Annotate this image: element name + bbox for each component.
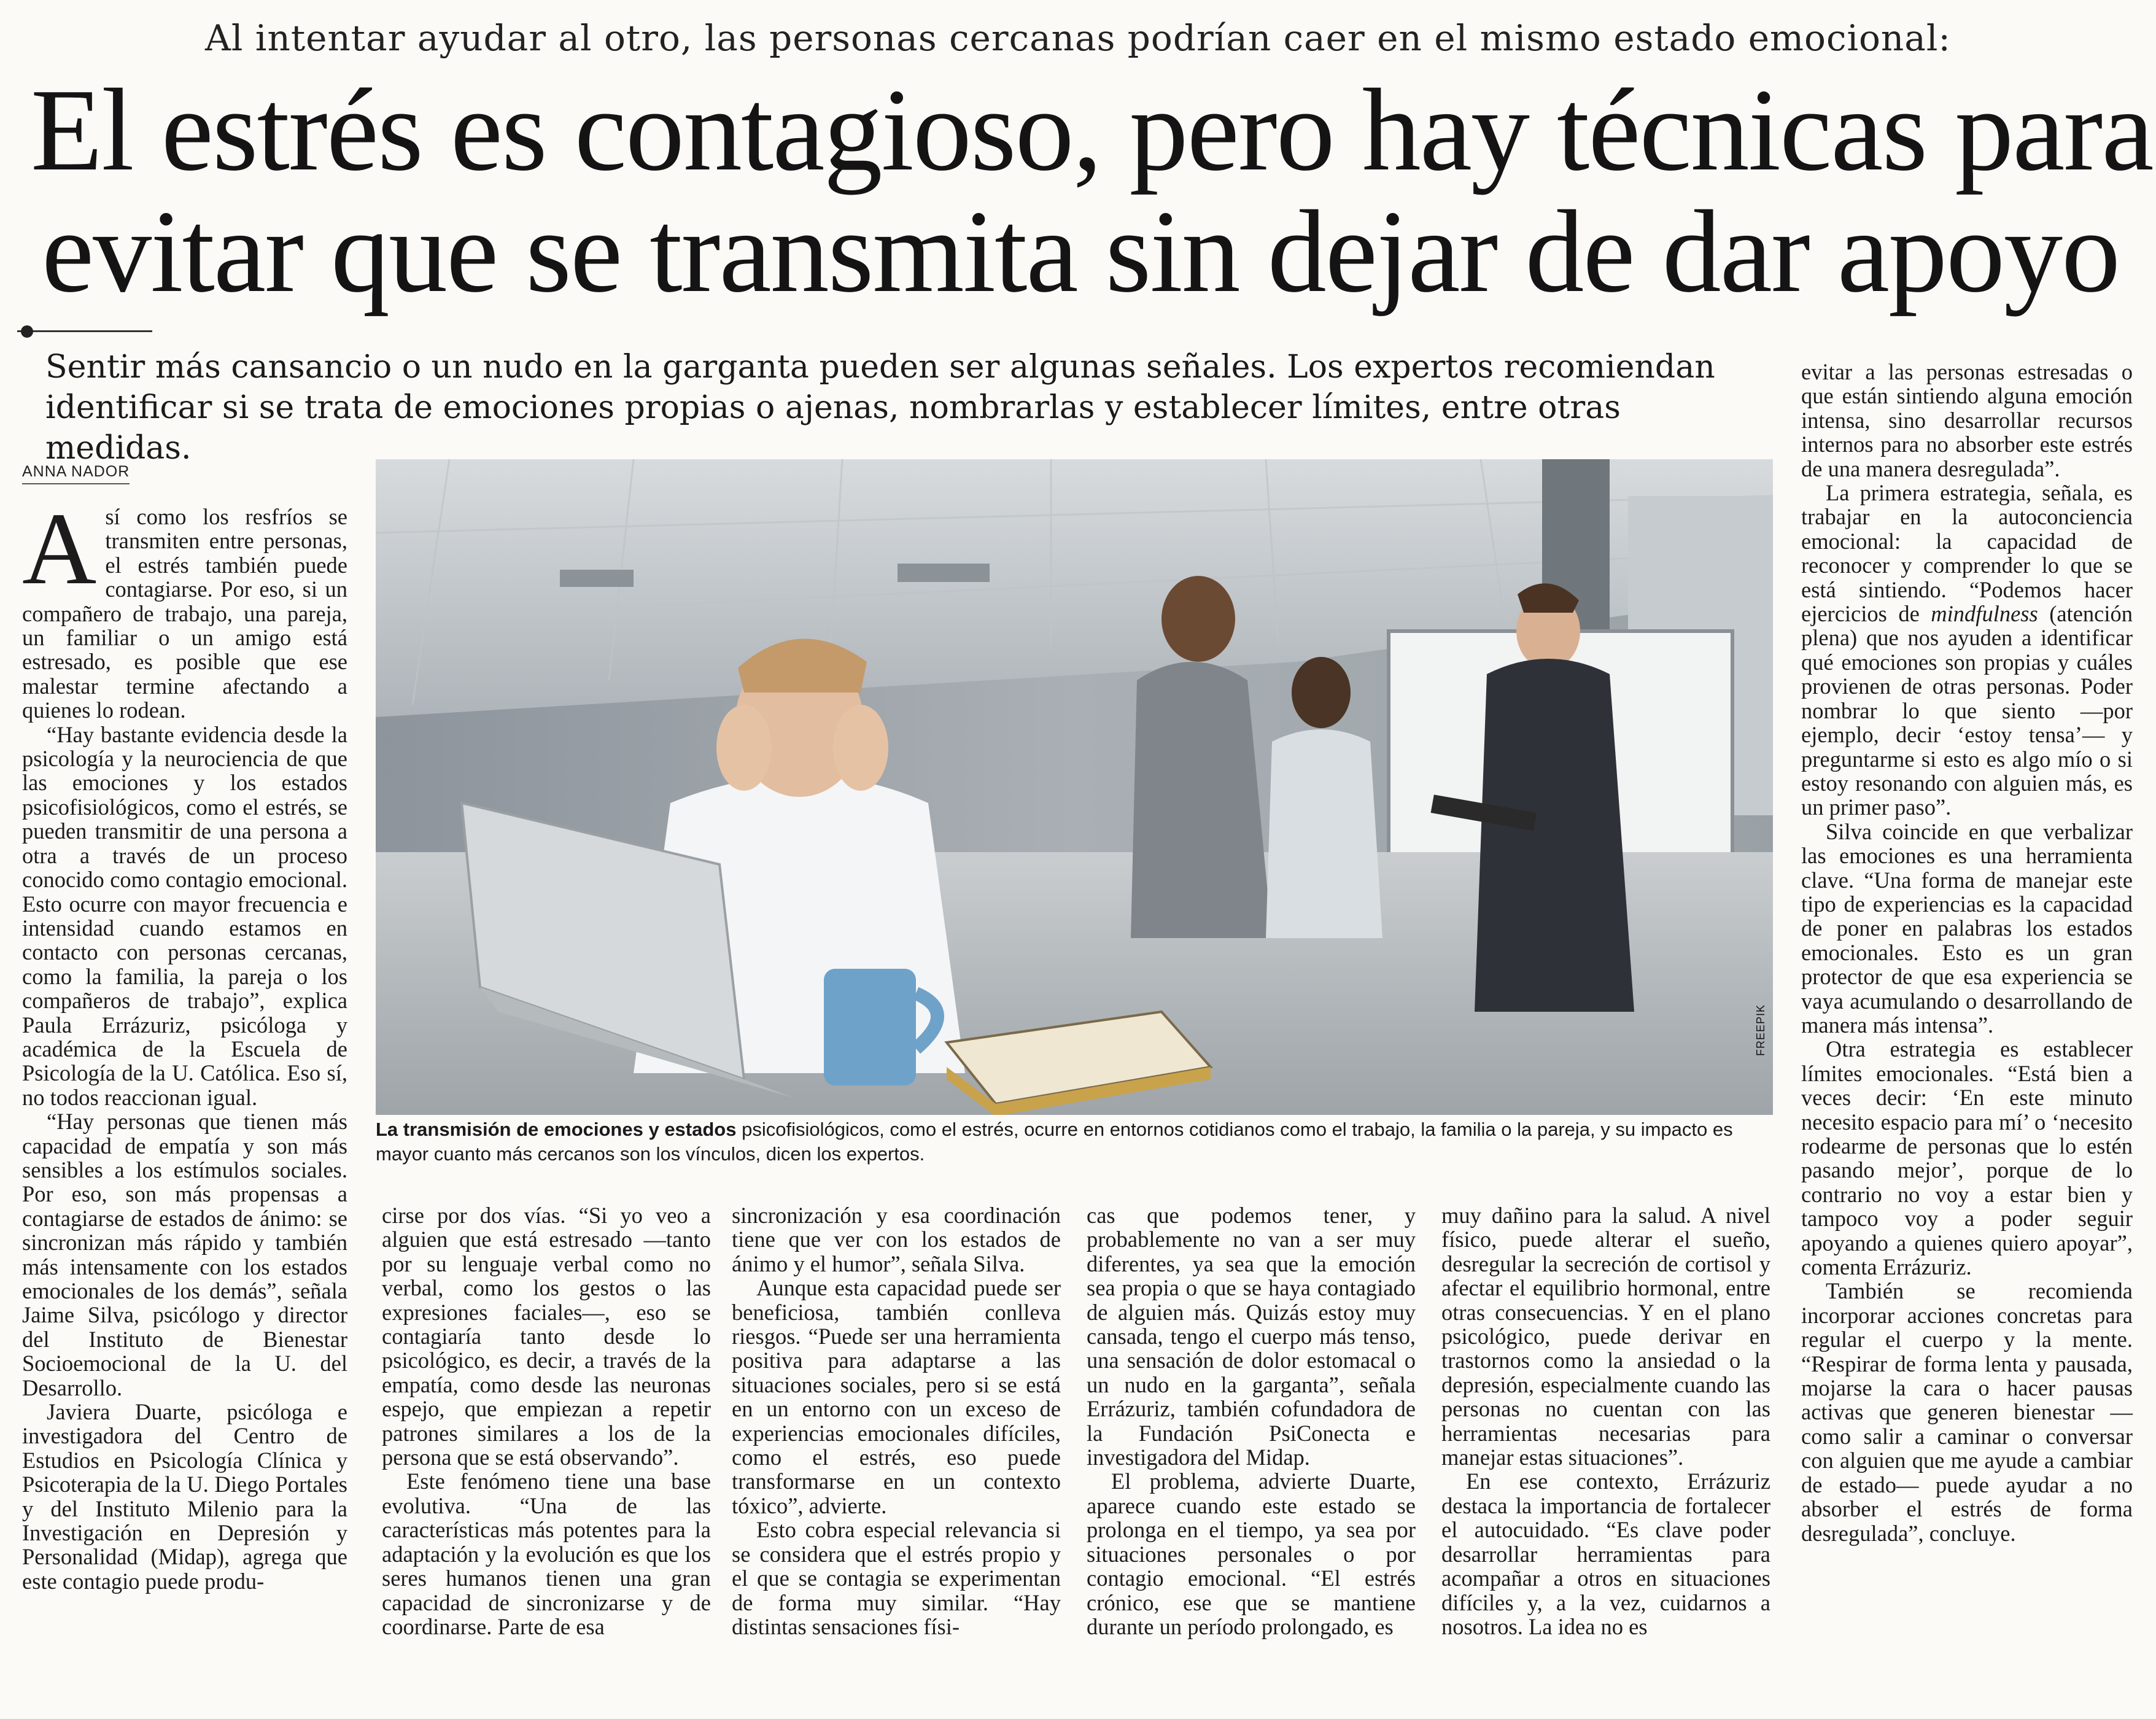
- article-paragraph: El problema, advierte Duarte, aparece cuando este estado se prolonga en el tiempo, ya sea por situaciones personales o por contagio emocional. “El estrés crónico, ese que se mantiene durante un período prolongado, es: [1087, 1469, 1416, 1639]
- kicker: Al intentar ayudar al otro, las personas cercanas podrían caer en el mismo estado emocional:: [205, 17, 1951, 59]
- section-rule: [17, 330, 152, 332]
- article-paragraph: Esto cobra especial relevancia si se considera que el estrés propio y el que se contagia se experimentan de forma muy similar. “Hay distintas sensaciones físi-: [732, 1517, 1061, 1639]
- article-paragraph: También se recomienda incorporar acciones concretas para regular el cuerpo y la mente. “Respirar de forma lenta y pausada, mojarse la cara o hacer pausas activas que generen bienestar —como salir a caminar o conversar con alguien que me ayude a cambiar de estado— puede ayudar a no absorber el estrés de forma desregulada”, concluye.: [1801, 1278, 2133, 1546]
- article-paragraph: sincronización y esa coordinación tiene que ver con los estados de ánimo y el humor”, señala Silva.: [732, 1203, 1061, 1276]
- caption-text: psicofisiológicos, como el estrés, ocurre en entornos cotidianos como el trabajo, la familia o la pareja, y su impacto es mayor cuanto más cercanos son los vínculos, dicen los expertos.: [376, 1119, 1733, 1165]
- article-paragraph: cas que podemos tener, y probablemente no van a ser muy diferentes, ya sea que la emoción sea propia o que se haya contagiado de alguien más. Quizás estoy muy cansada, tengo el cuerpo más tenso, una sensación de dolor estomacal o un nudo en la garganta”, señala Errázuriz, también cofundadora de la Fundación PsiConecta e investigadora del Midap.: [1087, 1203, 1416, 1470]
- article-column-6: [1801, 360, 2133, 1545]
- article-column-5: [1441, 1203, 1770, 1639]
- headline-line-1: El estrés es contagioso, pero hay técnicas para: [31, 64, 2153, 195]
- article-paragraph: “Hay personas que tienen más capacidad de empatía y son más sensibles a los estímulos sociales. Por eso, son más propensas a contagiarse de estados de ánimo: se sincronizan más rápido y también más intensamente con los estados emocionales de los demás”, señala Jaime Silva, psicólogo y director del Instituto de Bienestar Socioemocional de la U. del Desarrollo.: [22, 1109, 347, 1400]
- photo-caption: [376, 1117, 1773, 1166]
- article-paragraph: cirse por dos vías. “Si yo veo a alguien que está estresado —tanto por su lenguaje verbal como no verbal, como los gestos o las expresiones faciales—, eso se contagiaría tanto desde lo psicológico, es decir, a través de la empatía, como desde las neuronas espejo, que empiezan a repetir patrones similares a los de la persona que se está observando”.: [382, 1203, 711, 1470]
- article-photo: [376, 459, 1773, 1115]
- article-column-1: [22, 492, 347, 1594]
- article-paragraph: Otra estrategia es establecer límites emocionales. “Está bien a veces decir: ‘En este minuto necesito espacio para mí’ o ‘necesito rodearme de personas que lo estén pasando mejor’, porque de lo contrario no voy a estar bien y tampoco voy a poder seguir apoyando a quienes quiero apoyar”, comenta Errázuriz.: [1801, 1036, 2133, 1280]
- article-column-3: [732, 1203, 1061, 1639]
- photo-credit: FREEPIK: [1755, 1004, 1767, 1056]
- article-paragraph: Este fenómeno tiene una base evolutiva. “Una de las características más potentes para la adaptación y la evolución es que los seres humanos tienen una gran capacidad de sincronizarse y de coordinarse. Parte de esa: [382, 1469, 711, 1639]
- article-paragraph: evitar a las personas estresadas o que están sintiendo alguna emoción intensa, sino desarrollar recursos internos para no absorber este estrés de una manera desregulada”.: [1801, 359, 2133, 481]
- headline-line-2: evitar que se transmita sin dejar de dar apoyo: [41, 186, 2120, 317]
- article-column-2: [382, 1203, 711, 1639]
- rule-bullet: [21, 325, 33, 338]
- byline: ANNA NADOR: [22, 463, 130, 484]
- article-paragraph: “Hay bastante evidencia desde la psicología y la neurociencia de que las emociones y los estados psicofisiológicos, como el estrés, se pueden transmitir de una persona a otra a través de un proceso conocido como contagio emocional. Esto ocurre con mayor frecuencia e intensidad cuando estamos en contacto con personas cercanas, como la familia, la pareja o los compañeros de trabajo”, explica Paula Errázuriz, psicóloga y académica de la Escuela de Psicología de la U. Católica. Eso sí, no todos reaccionan igual.: [22, 721, 347, 1110]
- article-paragraph: Aunque esta capacidad puede ser beneficiosa, también conlleva riesgos. “Puede ser una herramienta positiva para adaptarse a las situaciones sociales, pero si se está en un entorno con un exceso de experiencias emocionales difíciles, como el estrés, eso puede transformarse en un contexto tóxico”, advierte.: [732, 1275, 1061, 1518]
- article-paragraph: Así como los resfríos se transmiten entre personas, el estrés también puede contagiarse. Por eso, si un compañero de trabajo, una pareja, un familiar o un amigo está estresado, es posible que ese malestar termine afectando a quienes lo rodean.: [22, 492, 347, 723]
- article-paragraph: muy dañino para la salud. A nivel físico, puede alterar el sueño, desregular la secreción de cortisol y afectar el equilibrio hormonal, entre otras consecuencias. Y en el plano psicológico, puede derivar en trastornos como la ansiedad o la depresión, especialmente cuando las personas no cuentan con las herramientas necesarias para manejar estas situaciones”.: [1441, 1203, 1770, 1470]
- article-paragraph: Javiera Duarte, psicóloga e investigadora del Centro de Estudios en Psicología Clínica y Psicoterapia de la U. Diego Portales y del Instituto Milenio para la Investigación en Depresión y Personalidad (Midap), agrega que este contagio puede produ-: [22, 1399, 347, 1594]
- article-paragraph: Silva coincide en que verbalizar las emociones es una herramienta clave. “Una forma de manejar este tipo de experiencias es la capacidad de poner en palabras los estados emocionales. Esto es un gran protector de que esa experiencia se vaya acumulando o desarrollando de manera más intensa”.: [1801, 818, 2133, 1038]
- article-column-4: [1087, 1203, 1416, 1639]
- article-paragraph: La primera estrategia, señala, es trabajar en la autoconciencia emocional: la capacidad de reconocer y comprender lo que se está sintiendo. “Podemos hacer ejercicios de mindfulness (atención plena) que nos ayuden a identificar qué emociones son propias y cuáles provienen de otras personas. Poder nombrar lo que siento —por ejemplo, decir ‘estoy tensa’— y preguntarme si esto es algo mío o si estoy resonando con alguien más, es un primer paso”.: [1801, 480, 2133, 820]
- dek: Sentir más cansancio o un nudo en la garganta pueden ser algunas señales. Los expertos recomiendan identificar si se trata de emociones propias o ajenas, nombrarlas y establecer límites, entre otras medidas.: [45, 349, 1715, 467]
- caption-lead: La transmisión de emociones y estados: [376, 1119, 737, 1140]
- article-paragraph: En ese contexto, Errázuriz destaca la importancia de fortalecer el autocuidado. “Es clave poder desarrollar herramientas para acompañar a otros en situaciones difíciles y, a la vez, cuidarnos a nosotros. La idea no es: [1441, 1469, 1770, 1639]
